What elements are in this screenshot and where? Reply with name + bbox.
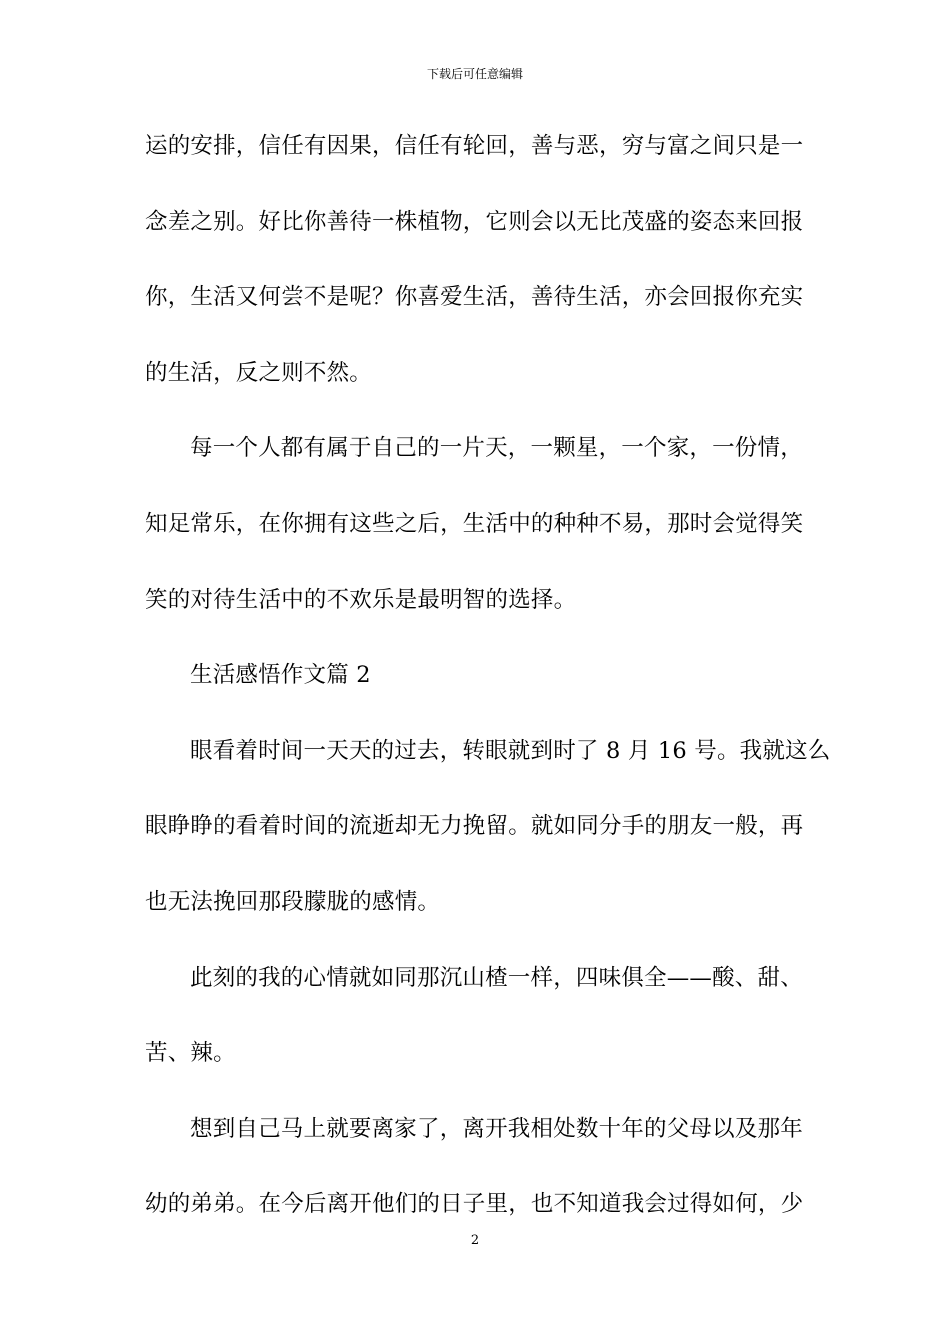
text-line: 知足常乐，在你拥有这些之后，生活中的种种不易，那时会觉得笑 bbox=[145, 510, 804, 537]
text-line: 也无法挽回那段朦胧的感情。 bbox=[145, 888, 441, 915]
paragraph-start-line: 眼看着时间一天天的过去，转眼就到时了 8 月 16 号。我就这么 bbox=[190, 737, 831, 764]
text-line: 的生活，反之则不然。 bbox=[145, 359, 373, 386]
text-line: 念差之别。好比你善待一株植物，它则会以无比茂盛的姿态来回报 bbox=[145, 208, 804, 235]
text-line: 眼睁睁的看着时间的流逝却无力挽留。就如同分手的朋友一般，再 bbox=[145, 813, 804, 840]
paragraph-start-line: 每一个人都有属于自己的一片天，一颗星，一个家，一份情， bbox=[190, 435, 803, 462]
text-line: 幼的弟弟。在今后离开他们的日子里，也不知道我会过得如何，少 bbox=[145, 1191, 804, 1218]
page-header: 下载后可任意编辑 bbox=[426, 67, 523, 81]
section-heading: 生活感悟作文篇 2 bbox=[190, 662, 371, 689]
page-number: 2 bbox=[470, 1233, 480, 1248]
text-line: 你，生活又何尝不是呢？你喜爱生活，善待生活，亦会回报你充实 bbox=[145, 284, 804, 311]
text-line: 苦、辣。 bbox=[145, 1040, 236, 1067]
paragraph-start-line: 想到自己马上就要离家了，离开我相处数十年的父母以及那年 bbox=[190, 1115, 803, 1142]
document-body bbox=[145, 124, 831, 1258]
text-line: 笑的对待生活中的不欢乐是最明智的选择。 bbox=[145, 586, 577, 613]
paragraph-start-line: 此刻的我的心情就如同那沉山楂一样，四味俱全——酸、甜、 bbox=[190, 964, 803, 991]
text-line: 运的安排，信任有因果，信任有轮回，善与恶，穷与富之间只是一 bbox=[145, 133, 804, 159]
